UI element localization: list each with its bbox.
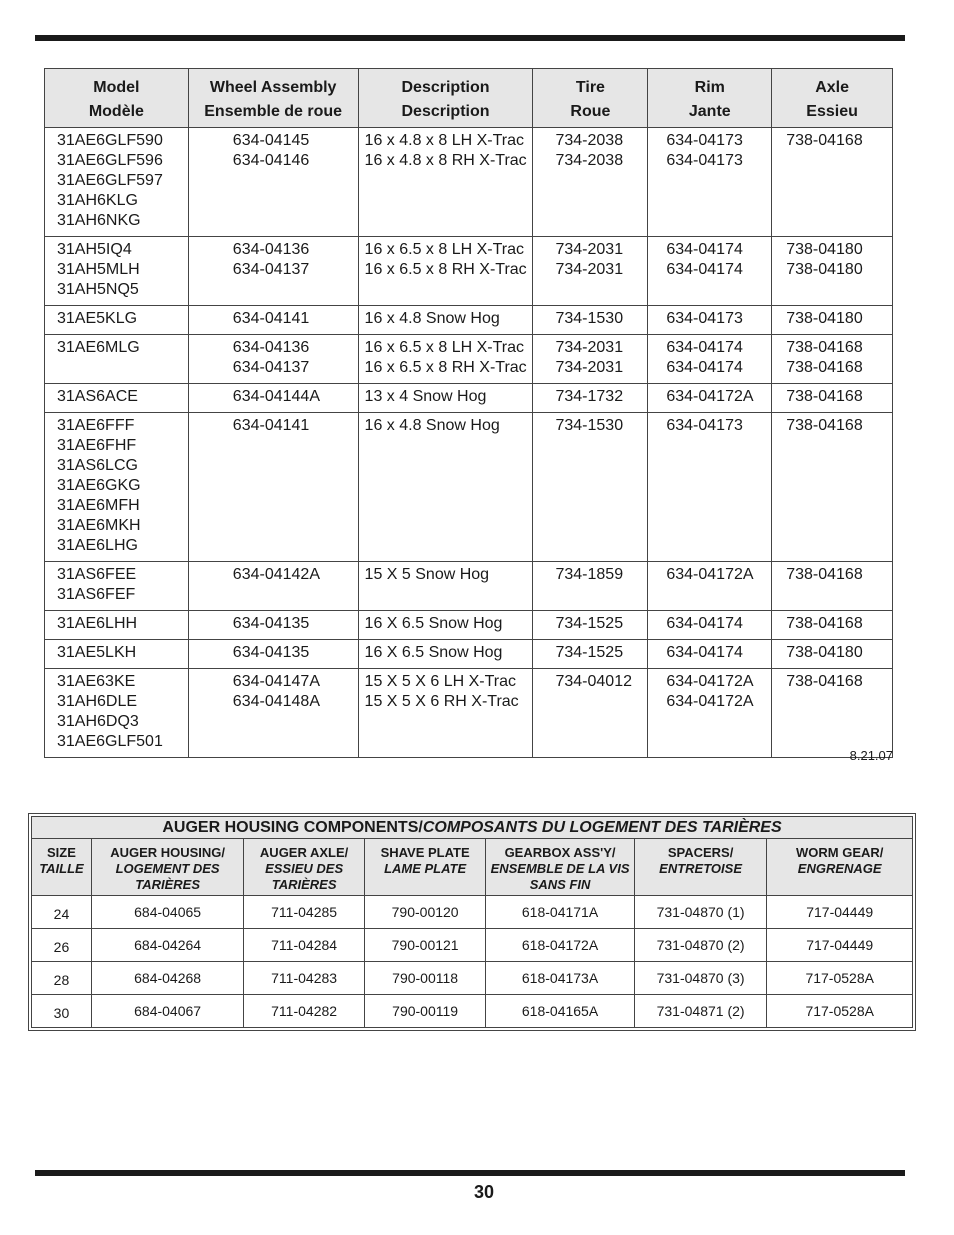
- wheel-assembly-cell-line: 634-04135: [232, 615, 310, 632]
- auger-header-fr: LOGEMENT DES TARIÈRES: [115, 861, 220, 892]
- description-cell: [358, 306, 533, 335]
- table-row: [45, 640, 893, 669]
- auger-table-body: [32, 896, 913, 1028]
- wheel-assembly-cell-line: 634-04148A: [232, 693, 320, 710]
- auger-header-fr: ESSIEU DES TARIÈRES: [265, 861, 344, 892]
- auger-housing-table: [31, 816, 913, 1028]
- wheel-assembly-cell-line: 634-04135: [232, 644, 310, 661]
- tire-cell-line: 734-2031: [555, 261, 624, 278]
- tire-cell: [533, 306, 648, 335]
- description-cell-line: 16 x 4.8 Snow Hog: [364, 417, 500, 434]
- table-row: [45, 384, 893, 413]
- rim-cell-line: 634-04174: [666, 339, 743, 356]
- axle-cell: [772, 128, 893, 237]
- model-cell: [45, 306, 189, 335]
- table-row: [32, 896, 913, 929]
- tire-cell: [533, 562, 648, 611]
- tire-cell: [533, 669, 648, 758]
- rim-cell-line: 634-04173: [666, 132, 743, 149]
- model-cell-line: 31AH5IQ4: [57, 241, 132, 258]
- description-cell-line: 16 x 4.8 Snow Hog: [364, 310, 500, 327]
- wheel-assembly-cell: [188, 669, 358, 758]
- auger-cell-size: 30: [32, 995, 92, 1028]
- auger-header-spacers: [634, 839, 767, 896]
- rim-cell: [648, 669, 772, 758]
- wheel-assembly-cell-line: 634-04142A: [232, 566, 320, 583]
- wheel-assembly-cell-line: 634-04136: [232, 339, 310, 356]
- table-row: [45, 335, 893, 384]
- tire-cell-line: 734-1859: [555, 566, 624, 583]
- wheel-assembly-cell-line: 634-04137: [232, 359, 310, 376]
- axle-cell-line: 738-04168: [786, 673, 863, 690]
- auger-cell-gearbox-assy: 618-04171A: [486, 896, 634, 929]
- rim-cell-line: 634-04173: [666, 310, 743, 327]
- rim-cell-line: 634-04174: [666, 261, 743, 278]
- tire-cell: [533, 237, 648, 306]
- tire-cell: [533, 640, 648, 669]
- description-cell-line: 16 X 6.5 Snow Hog: [364, 615, 503, 632]
- auger-cell-auger-housing: 684-04065: [91, 896, 243, 929]
- axle-cell: [772, 562, 893, 611]
- wheel-assembly-cell: [188, 335, 358, 384]
- model-cell: [45, 128, 189, 237]
- rim-cell-line: 634-04172A: [666, 693, 754, 710]
- auger-cell-shave-plate: 790-00120: [364, 896, 485, 929]
- rim-cell-line: 634-04174: [666, 241, 743, 258]
- auger-header-fr: ENGRENAGE: [797, 861, 882, 876]
- header-model: Model Modèle: [45, 69, 189, 128]
- description-cell-line: 16 x 4.8 x 8 RH X-Trac: [364, 152, 527, 169]
- wheel-assembly-cell: [188, 384, 358, 413]
- auger-header-en: WORM GEAR/: [796, 845, 884, 860]
- wheel-assembly-cell: [188, 128, 358, 237]
- rim-cell-line: 634-04174: [666, 644, 743, 661]
- bottom-rule: [35, 1170, 905, 1176]
- auger-header-auger-housing: [91, 839, 243, 896]
- tire-cell: [533, 384, 648, 413]
- wheel-assembly-cell: [188, 237, 358, 306]
- model-cell-line: 31AE6MLG: [57, 339, 140, 356]
- description-cell-line: 16 X 6.5 Snow Hog: [364, 644, 503, 661]
- rim-cell-line: 634-04172A: [666, 566, 754, 583]
- axle-cell-line: 738-04180: [786, 644, 863, 661]
- wheel-assembly-cell: [188, 306, 358, 335]
- auger-cell-gearbox-assy: 618-04172A: [486, 929, 634, 962]
- wheel-assembly-table: [44, 68, 893, 758]
- tire-cell-line: 734-1525: [555, 644, 624, 661]
- model-cell: [45, 669, 189, 758]
- rim-cell-line: 634-04173: [666, 417, 743, 434]
- axle-cell: [772, 237, 893, 306]
- wheel-assembly-cell-line: 634-04141: [232, 310, 310, 327]
- model-cell: [45, 611, 189, 640]
- wheel-assembly-cell: [188, 611, 358, 640]
- model-cell-line: 31AS6ACE: [57, 388, 138, 405]
- model-cell-line: 31AE5KLG: [57, 310, 138, 327]
- description-cell-line: 16 x 6.5 x 8 LH X-Trac: [364, 339, 525, 356]
- auger-header-fr: LAME PLATE: [384, 861, 467, 876]
- auger-header-worm-gear: [767, 839, 913, 896]
- model-cell-line: 31AE6MKH: [57, 517, 141, 534]
- model-cell: [45, 335, 189, 384]
- auger-header-gearbox-assy: [486, 839, 634, 896]
- table-row: [45, 562, 893, 611]
- table-row: [45, 669, 893, 758]
- model-cell: [45, 562, 189, 611]
- model-cell-line: 31AS6FEE: [57, 566, 137, 583]
- axle-cell: [772, 669, 893, 758]
- auger-cell-auger-housing: 684-04067: [91, 995, 243, 1028]
- model-cell-line: 31AE6LHH: [57, 615, 138, 632]
- auger-header-auger-axle: [244, 839, 365, 896]
- description-cell: [358, 413, 533, 562]
- axle-cell: [772, 384, 893, 413]
- auger-cell-gearbox-assy: 618-04173A: [486, 962, 634, 995]
- auger-header-en: SHAVE PLATE: [380, 845, 470, 860]
- model-cell-line: 31AH5MLH: [57, 261, 140, 278]
- wheel-assembly-cell: [188, 413, 358, 562]
- auger-cell-spacers: 731-04870 (3): [634, 962, 767, 995]
- header-axle: Axle Essieu: [772, 69, 893, 128]
- auger-header-en: GEARBOX ASS'Y/: [504, 845, 616, 860]
- axle-cell-line: 738-04180: [786, 241, 863, 258]
- description-cell: [358, 611, 533, 640]
- auger-cell-auger-axle: 711-04282: [244, 995, 365, 1028]
- wheel-assembly-cell-line: 634-04145: [232, 132, 310, 149]
- model-cell-line: 31AS6LCG: [57, 457, 138, 474]
- model-cell-line: 31AE6LHG: [57, 537, 138, 554]
- rim-cell-line: 634-04172A: [666, 388, 754, 405]
- rim-cell: [648, 128, 772, 237]
- page-number: 30: [473, 1182, 495, 1202]
- wheel-assembly-cell-line: 634-04147A: [232, 673, 320, 690]
- auger-title-fr: COMPOSANTS DU LOGEMENT DES TARIÈRES: [422, 818, 782, 836]
- rim-cell: [648, 306, 772, 335]
- header-rim: Rim Jante: [648, 69, 772, 128]
- auger-cell-auger-axle: 711-04284: [244, 929, 365, 962]
- wheel-assembly-cell-line: 634-04136: [232, 241, 310, 258]
- wheel-assembly-cell-line: 634-04144A: [232, 388, 320, 405]
- auger-cell-spacers: 731-04870 (1): [634, 896, 767, 929]
- axle-cell-line: 738-04168: [786, 417, 863, 434]
- auger-cell-size: 24: [32, 896, 92, 929]
- axle-cell-line: 738-04180: [786, 310, 863, 327]
- header-description: Description Description: [358, 69, 533, 128]
- description-cell-line: 16 x 6.5 x 8 RH X-Trac: [364, 359, 527, 376]
- auger-cell-auger-housing: 684-04268: [91, 962, 243, 995]
- auger-header-en: AUGER HOUSING/: [110, 845, 226, 860]
- description-cell-line: 16 x 4.8 x 8 LH X-Trac: [364, 132, 525, 149]
- auger-cell-shave-plate: 790-00119: [364, 995, 485, 1028]
- auger-cell-worm-gear: 717-04449: [767, 929, 913, 962]
- model-cell-line: 31AE6FHF: [57, 437, 137, 454]
- auger-header-fr: ENTRETOISE: [659, 861, 742, 876]
- header-wheel-assembly: Wheel Assembly Ensemble de roue: [188, 69, 358, 128]
- auger-cell-auger-housing: 684-04264: [91, 929, 243, 962]
- model-cell: [45, 640, 189, 669]
- axle-cell-line: 738-04168: [786, 388, 863, 405]
- tire-cell-line: 734-2038: [555, 152, 624, 169]
- axle-cell-line: 738-04168: [786, 132, 863, 149]
- table-row: [32, 962, 913, 995]
- tire-cell-line: 734-2038: [555, 132, 624, 149]
- tire-cell: [533, 413, 648, 562]
- table-row: [45, 611, 893, 640]
- rim-cell: [648, 640, 772, 669]
- wheel-assembly-cell-line: 634-04141: [232, 417, 310, 434]
- auger-title-en: AUGER HOUSING COMPONENTS/: [162, 818, 423, 836]
- model-cell-line: 31AH6NKG: [57, 212, 141, 229]
- model-cell: [45, 237, 189, 306]
- description-cell-line: 13 x 4 Snow Hog: [364, 388, 487, 405]
- model-cell-line: 31AH5NQ5: [57, 281, 139, 298]
- description-cell: [358, 335, 533, 384]
- description-cell: [358, 128, 533, 237]
- rim-cell-line: 634-04173: [666, 152, 743, 169]
- model-cell-line: 31AE6GLF597: [57, 172, 163, 189]
- rim-cell-line: 634-04174: [666, 359, 743, 376]
- description-cell-line: 16 x 6.5 x 8 LH X-Trac: [364, 241, 525, 258]
- model-cell-line: 31AE6GLF596: [57, 152, 163, 169]
- model-cell: [45, 413, 189, 562]
- model-cell-line: 31AE6GLF590: [57, 132, 163, 149]
- rim-cell: [648, 413, 772, 562]
- axle-cell-line: 738-04168: [786, 359, 863, 376]
- model-cell-line: 31AS6FEF: [57, 586, 136, 603]
- table-row: [45, 306, 893, 335]
- wheel-table-header-row: [45, 69, 893, 128]
- table-row: [45, 128, 893, 237]
- auger-housing-table-frame: [28, 813, 916, 1031]
- rim-cell-line: 634-04174: [666, 615, 743, 632]
- description-cell-line: 15 X 5 Snow Hog: [364, 566, 490, 583]
- auger-header-size: [32, 839, 92, 896]
- auger-cell-gearbox-assy: 618-04165A: [486, 995, 634, 1028]
- rim-cell: [648, 611, 772, 640]
- axle-cell: [772, 640, 893, 669]
- wheel-assembly-cell-line: 634-04137: [232, 261, 310, 278]
- wheel-table-body: [45, 128, 893, 758]
- rim-cell-line: 634-04172A: [666, 673, 754, 690]
- axle-cell-line: 738-04168: [786, 615, 863, 632]
- model-cell-line: 31AH6DQ3: [57, 713, 139, 730]
- auger-header-en: SPACERS/: [667, 845, 734, 860]
- tire-cell: [533, 335, 648, 384]
- model-cell-line: 31AE63KE: [57, 673, 136, 690]
- tire-cell-line: 734-2031: [555, 241, 624, 258]
- tire-cell-line: 734-1530: [555, 417, 624, 434]
- table-row: [32, 929, 913, 962]
- tire-cell-line: 734-2031: [555, 359, 624, 376]
- auger-table-title: [32, 817, 913, 839]
- auger-header-en: SIZE: [47, 845, 76, 860]
- auger-cell-shave-plate: 790-00118: [364, 962, 485, 995]
- tire-cell: [533, 128, 648, 237]
- axle-cell: [772, 611, 893, 640]
- description-cell: [358, 669, 533, 758]
- auger-cell-spacers: 731-04871 (2): [634, 995, 767, 1028]
- axle-cell-line: 738-04168: [786, 339, 863, 356]
- auger-cell-shave-plate: 790-00121: [364, 929, 485, 962]
- model-cell: [45, 384, 189, 413]
- auger-table-header-row: [32, 839, 913, 896]
- auger-cell-auger-axle: 711-04283: [244, 962, 365, 995]
- rim-cell: [648, 335, 772, 384]
- auger-header-shave-plate: [364, 839, 485, 896]
- model-cell-line: 31AE6GKG: [57, 477, 141, 494]
- description-cell-line: 16 x 6.5 x 8 RH X-Trac: [364, 261, 527, 278]
- description-cell: [358, 384, 533, 413]
- description-cell: [358, 237, 533, 306]
- tire-cell-line: 734-1732: [555, 388, 624, 405]
- tire-cell: [533, 611, 648, 640]
- rim-cell: [648, 562, 772, 611]
- description-cell-line: 15 X 5 X 6 RH X-Trac: [364, 693, 519, 710]
- tire-cell-line: 734-1525: [555, 615, 624, 632]
- description-cell: [358, 640, 533, 669]
- description-cell: [358, 562, 533, 611]
- top-rule: [35, 35, 905, 41]
- tire-cell-line: 734-04012: [555, 673, 632, 690]
- table-date: 8.21.07: [849, 748, 893, 763]
- auger-header-fr: TAILLE: [39, 861, 84, 876]
- tire-cell-line: 734-1530: [555, 310, 624, 327]
- header-tire: Tire Roue: [533, 69, 648, 128]
- model-cell-line: 31AE6FFF: [57, 417, 135, 434]
- table-row: [45, 413, 893, 562]
- model-cell-line: 31AH6DLE: [57, 693, 138, 710]
- auger-header-fr: ENSEMBLE DE LA VIS SANS FIN: [490, 861, 630, 892]
- axle-cell-line: 738-04180: [786, 261, 863, 278]
- rim-cell: [648, 237, 772, 306]
- axle-cell-line: 738-04168: [786, 566, 863, 583]
- auger-cell-spacers: 731-04870 (2): [634, 929, 767, 962]
- auger-cell-size: 28: [32, 962, 92, 995]
- model-cell-line: 31AE6GLF501: [57, 733, 163, 750]
- model-cell-line: 31AE6MFH: [57, 497, 140, 514]
- auger-cell-worm-gear: 717-0528A: [767, 962, 913, 995]
- tire-cell-line: 734-2031: [555, 339, 624, 356]
- auger-cell-worm-gear: 717-0528A: [767, 995, 913, 1028]
- model-cell-line: 31AH6KLG: [57, 192, 138, 209]
- description-cell-line: 15 X 5 X 6 LH X-Trac: [364, 673, 517, 690]
- table-row: [45, 237, 893, 306]
- axle-cell: [772, 413, 893, 562]
- auger-cell-auger-axle: 711-04285: [244, 896, 365, 929]
- wheel-assembly-cell: [188, 640, 358, 669]
- auger-cell-size: 26: [32, 929, 92, 962]
- model-cell-line: 31AE5LKH: [57, 644, 137, 661]
- rim-cell: [648, 384, 772, 413]
- axle-cell: [772, 306, 893, 335]
- auger-cell-worm-gear: 717-04449: [767, 896, 913, 929]
- wheel-assembly-cell: [188, 562, 358, 611]
- wheel-assembly-cell-line: 634-04146: [232, 152, 310, 169]
- table-row: [32, 995, 913, 1028]
- axle-cell: [772, 335, 893, 384]
- auger-header-en: AUGER AXLE/: [259, 845, 349, 860]
